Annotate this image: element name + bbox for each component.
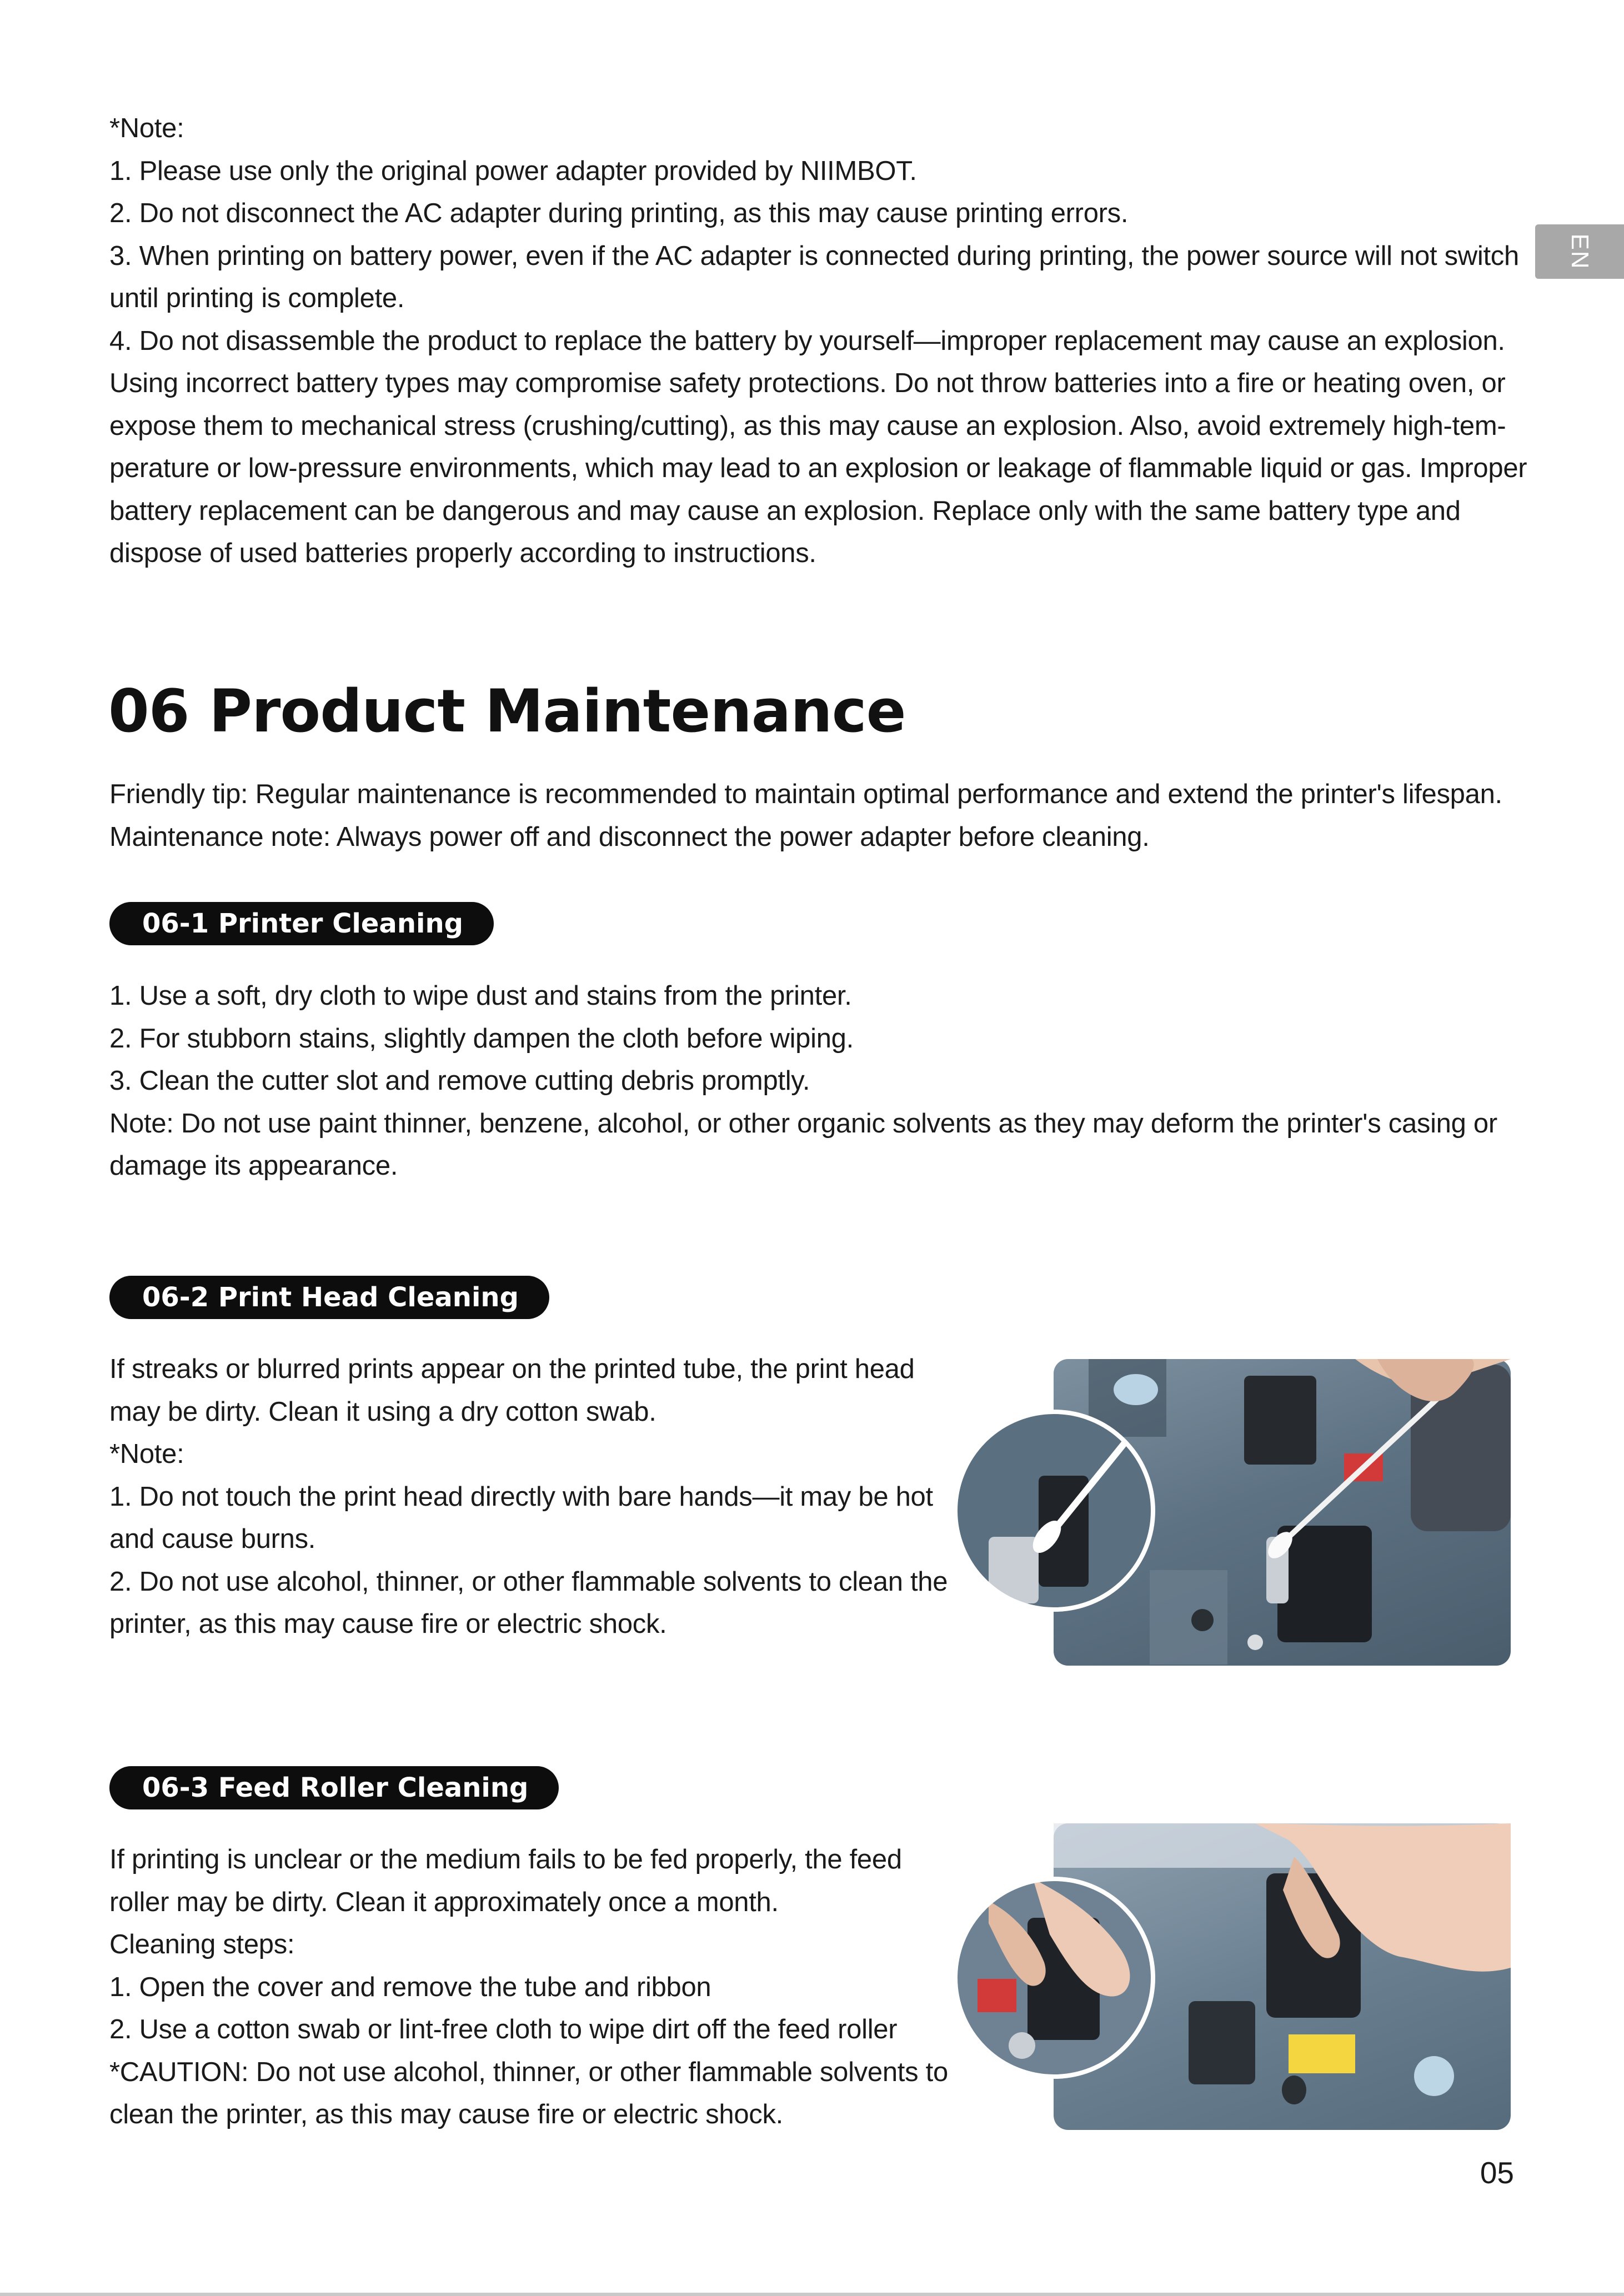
- intro-line: Maintenance note: Always power off and disconnect the power adapter before cleaning.: [109, 821, 1150, 852]
- battery-note-block: [109, 107, 1527, 575]
- note-line: expose them to mechanical stress (crushing/cutting), as this may cause an explosion. Also, avoid extremely high-tem-: [109, 410, 1506, 441]
- note-line: 3. When printing on battery power, even if the AC adapter is connected during printing, the power source will not switch: [109, 240, 1519, 271]
- printer-cleaning-line: damage its appearance.: [109, 1151, 398, 1181]
- note-line: 1. Please use only the original power adapter provided by NIIMBOT.: [109, 156, 917, 186]
- language-tab-label: EN: [1566, 233, 1593, 270]
- print-head-line: printer, as this may cause fire or electric shock.: [109, 1609, 667, 1639]
- intro-line: Friendly tip: Regular maintenance is recommended to maintain optimal performance and extend the printer's lifespan.: [109, 779, 1502, 809]
- printer-cleaning-text: [109, 975, 1497, 1187]
- note-line: 2. Do not disconnect the AC adapter during printing, as this may cause printing errors.: [109, 198, 1129, 228]
- print-head-illustration: [955, 1359, 1511, 1670]
- feed-roller-illustration: [955, 1823, 1511, 2134]
- page-number: 05: [1480, 2155, 1514, 2190]
- language-tab[interactable]: [1535, 224, 1624, 279]
- print-head-line: may be dirty. Clean it using a dry cotton swab.: [109, 1396, 656, 1427]
- feed-roller-line: clean the printer, as this may cause fire or electric shock.: [109, 2099, 783, 2129]
- print-head-line: *Note:: [109, 1439, 184, 1469]
- feed-roller-line: Cleaning steps:: [109, 1929, 295, 1959]
- note-line: battery replacement can be dangerous and may cause an explosion. Replace only with the same battery type and: [109, 495, 1461, 526]
- section-intro: [109, 773, 1502, 858]
- printer-cleaning-line: 2. For stubborn stains, slightly dampen the cloth before wiping.: [109, 1023, 854, 1054]
- feed-roller-line: *CAUTION: Do not use alcohol, thinner, or other flammable solvents to: [109, 2057, 948, 2087]
- note-line: perature or low-pressure environments, which may lead to an explosion or leakage of flammable liquid or gas. Improper: [109, 453, 1527, 483]
- note-line: until printing is complete.: [109, 283, 405, 313]
- print-head-cleaning-photo: [955, 1359, 1511, 1670]
- print-head-line: If streaks or blurred prints appear on the printed tube, the print head: [109, 1354, 915, 1384]
- feed-roller-cleaning-text: [109, 1838, 948, 2136]
- print-head-line: 1. Do not touch the print head directly with bare hands—it may be hot: [109, 1481, 933, 1512]
- feed-roller-line: roller may be dirty. Clean it approximately once a month.: [109, 1887, 779, 1917]
- feed-roller-cleaning-photo: [955, 1823, 1511, 2134]
- print-head-line: 2. Do not use alcohol, thinner, or other flammable solvents to clean the: [109, 1566, 948, 1597]
- note-line: Using incorrect battery types may compromise safety protections. Do not throw batteries into a fire or heating oven, or: [109, 368, 1506, 398]
- printer-cleaning-line: Note: Do not use paint thinner, benzene, alcohol, or other organic solvents as they may deform the printer's casing or: [109, 1108, 1497, 1139]
- subsection-heading-feed-roller-cleaning: 06-3 Feed Roller Cleaning: [109, 1766, 559, 1809]
- section-title: 06 Product Maintenance: [108, 677, 906, 745]
- print-head-line: and cause burns.: [109, 1524, 316, 1554]
- note-line: dispose of used batteries properly according to instructions.: [109, 538, 816, 568]
- subsection-heading-print-head-cleaning: 06-2 Print Head Cleaning: [109, 1276, 549, 1319]
- page-bottom-edge: [0, 2293, 1624, 2296]
- print-head-cleaning-text: [109, 1348, 948, 1646]
- subsection-heading-printer-cleaning: 06-1 Printer Cleaning: [109, 902, 494, 945]
- printer-cleaning-line: 3. Clean the cutter slot and remove cutting debris promptly.: [109, 1066, 810, 1096]
- note-line: 4. Do not disassemble the product to replace the battery by yourself—improper replacement may cause an explosion.: [109, 325, 1505, 356]
- printer-cleaning-line: 1. Use a soft, dry cloth to wipe dust and stains from the printer.: [109, 981, 852, 1011]
- feed-roller-line: 2. Use a cotton swab or lint-free cloth to wipe dirt off the feed roller: [109, 2014, 898, 2044]
- feed-roller-line: If printing is unclear or the medium fails to be fed properly, the feed: [109, 1844, 902, 1874]
- feed-roller-line: 1. Open the cover and remove the tube and ribbon: [109, 1972, 711, 2002]
- note-line: *Note:: [109, 113, 184, 143]
